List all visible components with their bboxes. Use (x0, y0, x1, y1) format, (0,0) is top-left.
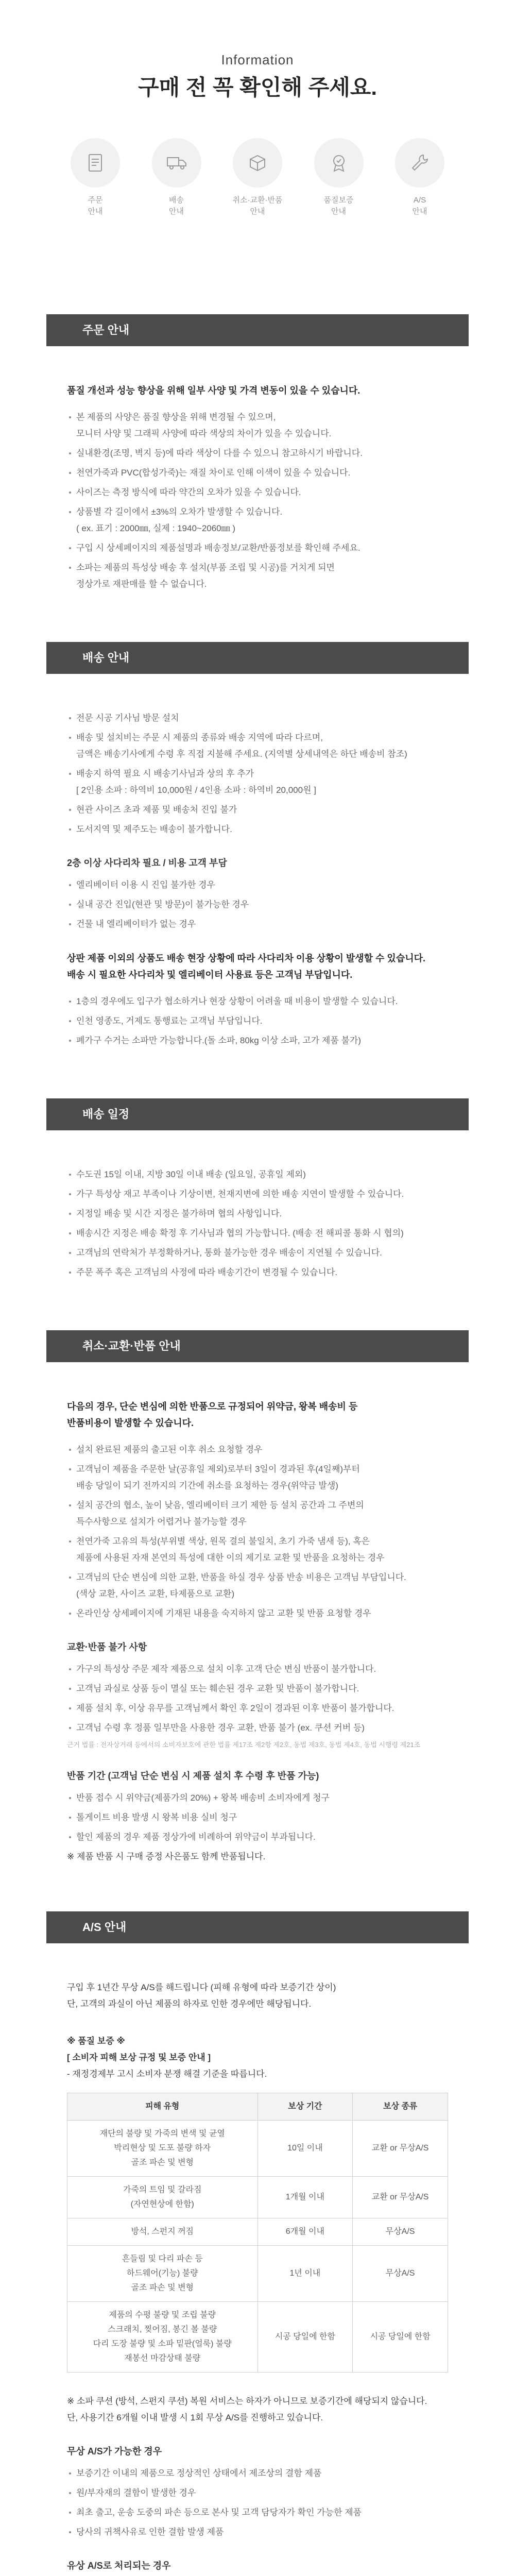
schedule-section-title: 배송 일정 (46, 1098, 469, 1130)
no-return-heading: 교환·반품 불가 사항 (67, 1642, 147, 1652)
page (46, 0, 469, 2576)
order-section-body (46, 346, 469, 642)
table-cell: 1개월 이내 (258, 2177, 353, 2218)
nav-as-label: A/S 안내 (412, 196, 427, 216)
list-item: 건물 내 엘리베이터가 없는 경우 (67, 916, 448, 933)
list-item: 고객님의 연락처가 부정확하거나, 통화 불가능한 경우 배송이 지연될 수 있습니다. (67, 1245, 448, 1261)
delivery-list (67, 710, 448, 838)
order-document-icon (71, 138, 120, 188)
list-item: 폐가구 수거는 소파만 가능합니다.(돌 소파, 80kg 이상 소파, 고가 제품 불가) (67, 1032, 448, 1049)
as-section-body (46, 1943, 469, 2576)
hero (46, 0, 469, 314)
nav-order-label: 주문 안내 (88, 196, 103, 216)
list-item: 상품별 각 길이에서 ±3%의 오차가 발생할 수 있습니다. ( ex. 표기 : 2000㎜, 실제 : 1940~2060㎜ ) (67, 504, 448, 537)
order-section-title: 주문 안내 (46, 314, 469, 346)
list-item: 톨게이트 비용 발생 시 왕복 비용 실비 청구 (67, 1809, 448, 1826)
list-item: 전문 시공 기사님 방문 설치 (67, 710, 448, 726)
returns-section-title: 취소·교환·반품 안내 (46, 1330, 469, 1362)
table-cell: 재단의 불량 및 가죽의 변색 및 균열 박리현상 및 도포 불량 하자 골조 파손 및 변형 (67, 2121, 258, 2177)
list-item: 소파는 제품의 특성상 배송 후 설치(부품 조립 및 시공)를 거치게 되면 정상가로 재판매를 할 수 없습니다. (67, 560, 448, 592)
list-item: 고객님이 제품을 주문한 날(공휴일 제외)로부터 3일이 경과된 후(4일째)부터 배송 당일이 되기 전까지의 기간에 취소를 요청하는 경우(위약금 발생) (67, 1461, 448, 1494)
list-item: 고객님 수령 후 정품 일부만을 사용한 경우 교환, 반품 불가 (ex. 쿠션 커버 등) (67, 1720, 448, 1736)
table-cell: 교환 or 무상A/S (353, 2121, 448, 2177)
list-item: 온라인상 상세페이지에 기재된 내용을 숙지하지 않고 교환 및 반품 요청할 경우 (67, 1605, 448, 1622)
table-cell: 가죽의 트임 및 갈라짐 (자연현상에 한함) (67, 2177, 258, 2218)
info-nav (57, 138, 458, 217)
schedule-section (46, 1098, 469, 1330)
nav-quality[interactable] (300, 138, 377, 217)
schedule-list (67, 1166, 448, 1281)
list-item: 배송시간 지정은 배송 확정 후 기사님과 협의 가능합니다. (배송 전 해피콜 통화 시 협의) (67, 1225, 448, 1242)
list-item: 가구 특성상 재고 부족이나 기상이변, 천재지변에 의한 배송 지연이 발생할 수 있습니다. (67, 1186, 448, 1202)
table-row (67, 2302, 448, 2372)
ladder-notice: 상판 제품 이외의 상품도 배송 현장 상황에 따라 사다리차 이용 상황이 발생할 수 있습니다. 배송 시 필요한 사다리차 및 엘리베이터 사용료 등은 고객님 부담입니다. (67, 953, 425, 980)
returns-notice: 다음의 경우, 단순 변심에 의한 반품으로 규정되어 위약금, 왕복 배송비 등 반품비용이 발생할 수 있습니다. (67, 1401, 358, 1428)
gift-return-note: ※ 제품 반품 시 구매 증정 사은품도 함께 반품됩니다. (67, 1852, 266, 1861)
list-item: 설치 공간의 협소, 높이 낮음, 엘리베이터 크기 제한 등 설치 공간과 그 주변의 특수사항으로 설치가 어렵거나 불가능할 경우 (67, 1497, 448, 1530)
free-as-list (67, 2465, 448, 2540)
delivery-section (46, 642, 469, 1098)
nav-returns[interactable] (219, 138, 296, 217)
list-item: 배송 및 설치비는 주문 시 제품의 종류와 배송 지역에 따라 다르며, 금액은 배송기사에게 수령 후 직접 지불해 주세요. (지역별 상세내역은 하단 배송비 참조) (67, 730, 448, 762)
list-item: 엘리베이터 이용 시 진입 불가한 경우 (67, 877, 448, 893)
list-item: 실내 공간 진입(현관 및 방문)이 불가능한 경우 (67, 896, 448, 913)
nav-quality-label: 품질보증 안내 (323, 196, 354, 216)
table-cell: 10일 이내 (258, 2121, 353, 2177)
page-title: 구매 전 꼭 확인해 주세요. (138, 75, 377, 99)
list-item: 고객님의 단순 변심에 의한 교환, 반품을 하실 경우 상품 반송 비용은 고객님 부담입니다. (색상 교환, 사이즈 교환, 타제품으로 교환) (67, 1569, 448, 1602)
delivery-section-body (46, 674, 469, 1098)
law-note: 근거 법률 : 전자상거래 등에서의 소비자보호에 관한 법률 제17조 제2항 제2호, 동법 제3호, 동법 제4호, 동법 시행령 제21조 (67, 1741, 421, 1749)
returns-section-body (46, 1362, 469, 1911)
table-header: 보상 종류 (353, 2093, 448, 2121)
free-as-heading: 무상 A/S가 가능한 경우 (67, 2446, 162, 2456)
no-return-list (67, 1661, 448, 1736)
table-cell: 제품의 수평 불량 및 조립 불량 스크래치, 찢어짐, 봉긴 볼 불량 다리 도장 불량 및 소파 밑판(얼룩) 불량 재봉선 마감상태 불량 (67, 2302, 258, 2372)
quality-basis: - 재정경제부 고시 소비자 분쟁 해결 기준을 따릅니다. (67, 2069, 267, 2079)
list-item: 현관 사이즈 초과 제품 및 배송처 진입 불가 (67, 802, 448, 818)
eyebrow: Information (221, 52, 294, 67)
schedule-section-body (46, 1130, 469, 1330)
delivery-section-title: 배송 안내 (46, 642, 469, 674)
nav-order[interactable] (57, 138, 134, 217)
list-item: 보증기간 이내의 제품으로 정상적인 상태에서 제조상의 결함 제품 (67, 2465, 448, 2482)
table-header: 보상 기간 (258, 2093, 353, 2121)
table-cell: 교환 or 무상A/S (353, 2177, 448, 2218)
list-item: 지정일 배송 및 시간 지정은 불가하며 협의 사항입니다. (67, 1206, 448, 1222)
return-box-icon (233, 138, 282, 188)
list-item: 수도권 15일 이내, 지방 30일 이내 배송 (일요일, 공휴일 제외) (67, 1166, 448, 1183)
list-item: 도서지역 및 제주도는 배송이 불가합니다. (67, 821, 448, 838)
returns-list (67, 1442, 448, 1622)
list-item: 설치 완료된 제품의 출고된 이후 취소 요청할 경우 (67, 1442, 448, 1458)
table-header: 피해 유형 (67, 2093, 258, 2121)
table-row (67, 2218, 448, 2246)
warranty-table (67, 2093, 448, 2372)
table-cell: 6개월 이내 (258, 2218, 353, 2246)
table-cell: 무상A/S (353, 2218, 448, 2246)
list-item: 구입 시 상세페이지의 제품설명과 배송정보/교환/반품정보를 확인해 주세요. (67, 540, 448, 556)
quality-subtitle: [ 소비자 피해 보상 규정 및 보증 안내 ] (67, 2053, 211, 2062)
list-item: 배송지 하역 필요 시 배송기사님과 상의 후 추가 [ 2인용 소파 : 하역비 10,000원 / 4인용 소파 : 하역비 20,000원 ] (67, 766, 448, 799)
return-period-heading: 반품 기간 (고객님 단순 변심 시 제품 설치 후 수령 후 반품 가능) (67, 1771, 319, 1781)
list-item: 사이즈는 측정 방식에 따라 약간의 오차가 있을 수 있습니다. (67, 484, 448, 501)
list-item: 본 제품의 사양은 품질 향상을 위해 변경될 수 있으며, 모니터 사양 및 그래픽 사양에 따라 색상의 차이가 있을 수 있습니다. (67, 409, 448, 442)
table-row (67, 2177, 448, 2218)
table-row (67, 2121, 448, 2177)
table-cell: 흔들림 및 다리 파손 등 하드웨어(기능) 불량 골조 파손 및 변형 (67, 2246, 258, 2302)
as-intro: 구입 후 1년간 무상 A/S를 해드립니다 (피해 유형에 따라 보증기간 상이) 단, 고객의 과실이 아닌 제품의 하자로 인한 경우에만 해당됩니다. (67, 1982, 336, 2009)
nav-as[interactable] (381, 138, 458, 217)
paid-as-heading: 유상 A/S로 처리되는 경우 (67, 2561, 171, 2571)
list-item: 가구의 특성상 주문 제작 제품으로 설치 이후 고객 단순 변심 반품이 불가합니다. (67, 1661, 448, 1677)
table-row (67, 2246, 448, 2302)
ladder-heading: 2층 이상 사다리차 필요 / 비용 고객 부담 (67, 858, 227, 868)
list-item: 최초 출고, 운송 도중의 파손 등으로 본사 및 고객 담당자가 확인 가능한 제품 (67, 2504, 448, 2521)
wrench-icon (395, 138, 444, 188)
list-item: 천연가죽 고유의 특성(부위별 색상, 원목 결의 불일치, 초기 가죽 냄새 등), 혹은 제품에 사용된 자재 본연의 특성에 대한 이의 제기로 교환 및 반품을 요청하는 경우 (67, 1533, 448, 1566)
list-item: 인천 영종도, 거제도 통행료는 고객님 부담입니다. (67, 1013, 448, 1029)
list-item: 할인 제품의 경우 제품 정상가에 비례하여 위약금이 부과됩니다. (67, 1829, 448, 1845)
list-item: 천연가죽과 PVC(합성가죽)는 재질 차이로 인해 이색이 있을 수 있습니다. (67, 465, 448, 481)
list-item: 고객님 과실로 상품 등이 멸실 또는 훼손된 경우 교환 및 반품이 불가합니다. (67, 1681, 448, 1697)
list-item: 1층의 경우에도 입구가 협소하거나 현장 상황이 어려울 때 비용이 발생할 수 있습니다. (67, 993, 448, 1010)
delivery-extra-list (67, 993, 448, 1049)
nav-delivery-label: 배송 안내 (169, 196, 184, 216)
table-cell: 무상A/S (353, 2246, 448, 2302)
list-item: 제품 설치 후, 이상 유무를 고객님께서 확인 후 2일이 경과된 이후 반품이 불가합니다. (67, 1700, 448, 1717)
ladder-list (67, 877, 448, 933)
truck-icon (152, 138, 201, 188)
returns-section (46, 1330, 469, 1911)
as-section (46, 1911, 469, 2576)
as-section-title: A/S 안내 (46, 1911, 469, 1943)
list-item: 반품 접수 시 위약금(제품가의 20%) + 왕복 배송비 소비자에게 청구 (67, 1790, 448, 1806)
table-header-row (67, 2093, 448, 2121)
order-list (67, 409, 448, 592)
list-item: 주문 폭주 혹은 고객님의 사정에 따라 배송기간이 변경될 수 있습니다. (67, 1264, 448, 1281)
order-section (46, 314, 469, 642)
list-item: 당사의 귀책사유로 인한 결함 발생 제품 (67, 2524, 448, 2540)
quality-badge-icon (314, 138, 364, 188)
quality-title: ※ 품질 보증 ※ (67, 2036, 125, 2046)
list-item: 원/부자재의 결함이 발생한 경우 (67, 2485, 448, 2501)
table-cell: 방석, 스펀지 꺼짐 (67, 2218, 258, 2246)
nav-delivery[interactable] (138, 138, 215, 217)
table-cell: 시공 당일에 한함 (353, 2302, 448, 2372)
table-cell: 1년 이내 (258, 2246, 353, 2302)
nav-returns-label: 취소·교환·반품 안내 (232, 196, 283, 216)
list-item: 실내환경(조명, 벽지 등)에 따라 색상이 다를 수 있으니 참고하시기 바랍니다. (67, 445, 448, 462)
order-notice: 품질 개선과 성능 향상을 위해 일부 사양 및 가격 변동이 있을 수 있습니다. (67, 385, 360, 396)
table-cell: 시공 당일에 한함 (258, 2302, 353, 2372)
cushion-note: ※ 소파 쿠션 (방석, 스펀지 쿠션) 복원 서비스는 하자가 아니므로 보증기간에 해당되지 않습니다. 단, 사용기간 6개월 이내 발생 시 1회 무상 A/S를 진행하고 있습니다. (67, 2396, 427, 2422)
return-period-list (67, 1790, 448, 1845)
